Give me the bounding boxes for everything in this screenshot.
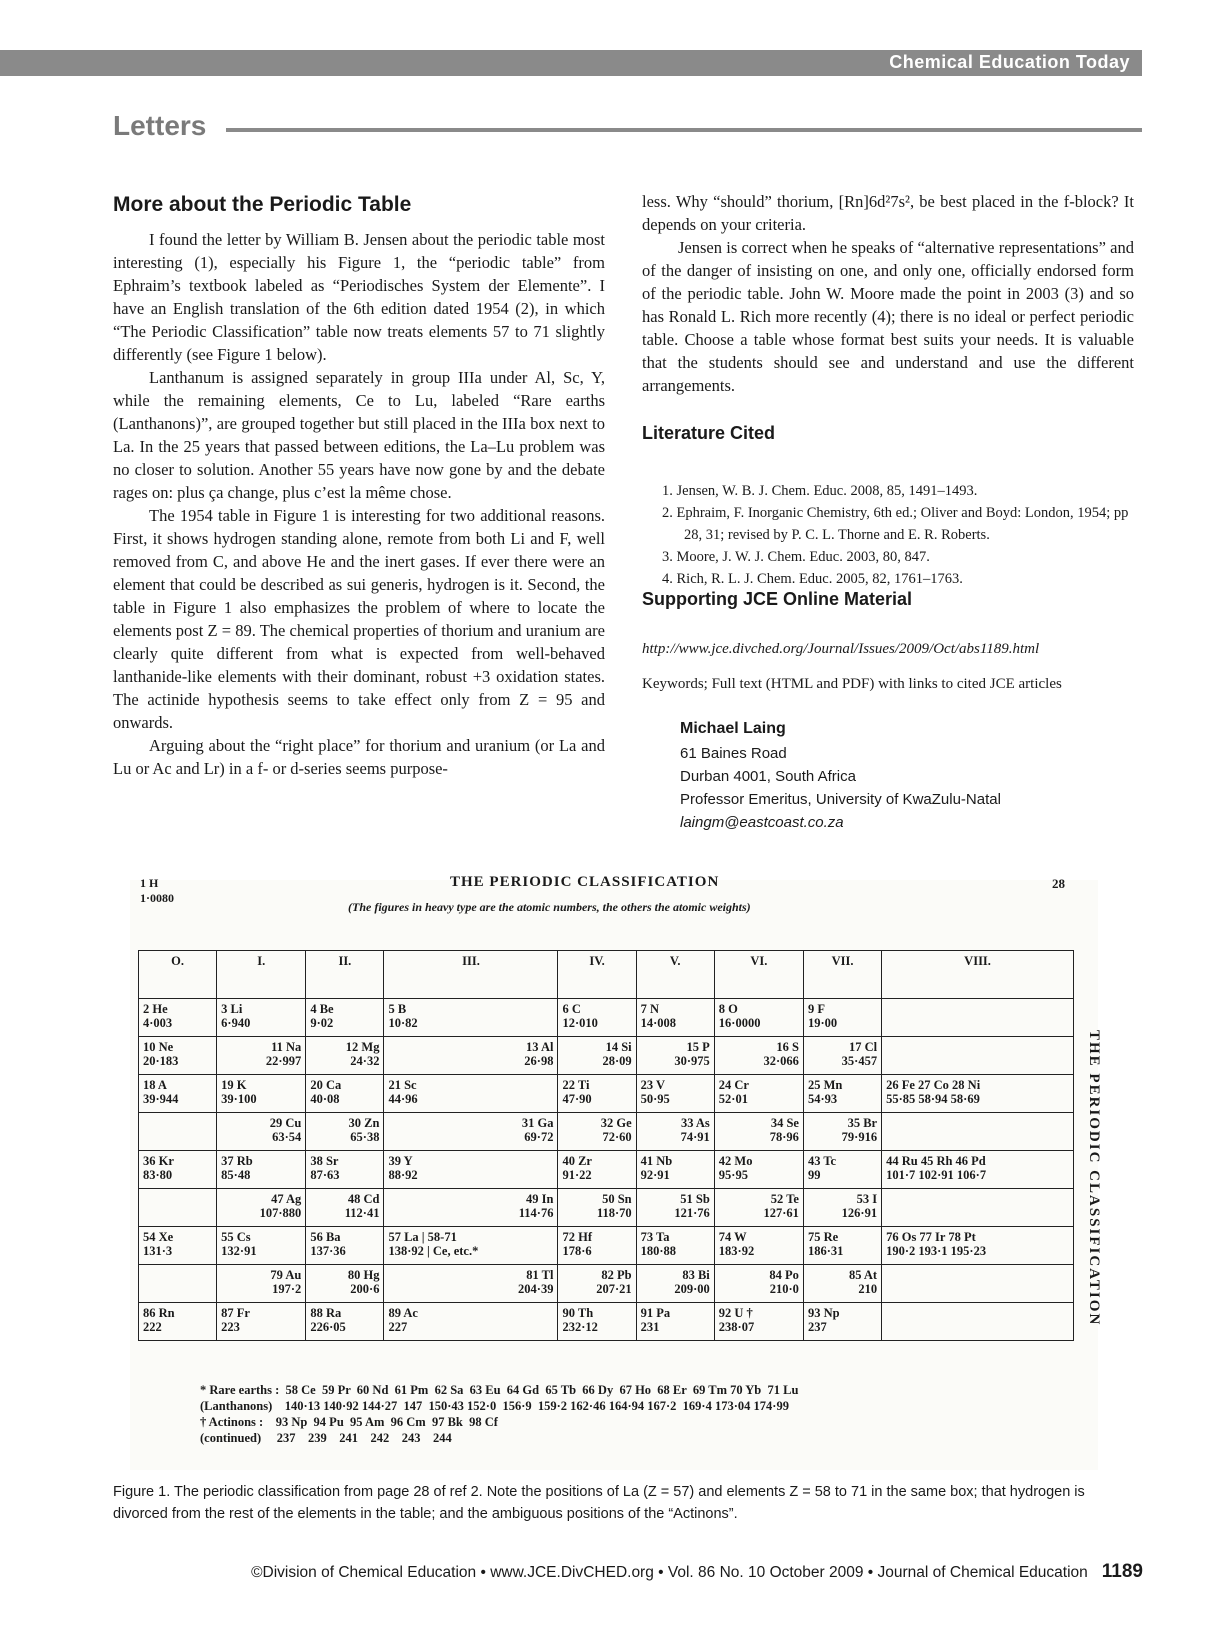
table-row xyxy=(139,1151,1074,1189)
element-cell: 22 Ti 47·90 xyxy=(558,1075,636,1113)
author-line: Professor Emeritus, University of KwaZulu-Natal xyxy=(680,791,1001,808)
element-cell: 14 Si 28·09 xyxy=(558,1037,636,1075)
left-column xyxy=(113,228,605,780)
element-cell: 35 Br 79·916 xyxy=(803,1113,881,1151)
author-name: Michael Laing xyxy=(680,720,786,737)
keywords: Keywords; Full text (HTML and PDF) with links to cited JCE articles xyxy=(642,676,1062,692)
author-line: Durban 4001, South Africa xyxy=(680,768,856,785)
element-cell: 57 La | 58-71 138·92 | Ce, etc.* xyxy=(384,1227,558,1265)
element-cell: 20 Ca 40·08 xyxy=(306,1075,384,1113)
right-column xyxy=(642,190,1134,397)
element-cell: 16 S 32·066 xyxy=(714,1037,803,1075)
element-cell: 34 Se 78·96 xyxy=(714,1113,803,1151)
element-cell: 53 I 126·91 xyxy=(803,1189,881,1227)
paragraph: I found the letter by William B. Jensen about the periodic table most interesting (1), especially his Figure 1, the “periodic table” from Ephraim’s textbook labeled as “Periodisches System der Elemente”. I have an English translation of the 6th edition dated 1954 (2), in which “The Periodic Classification” table now treats elements 57 to 71 slightly differently (see Figure 1 below). xyxy=(113,230,605,364)
reference-item: 2. Ephraim, F. Inorganic Chemistry, 6th ed.; Oliver and Boyd: London, 1954; pp 28, 31; revised by P. C. L. Thorne and E. R. Roberts. xyxy=(662,505,1129,543)
group-header: VII. xyxy=(803,951,881,999)
element-cell: 19 K 39·100 xyxy=(217,1075,306,1113)
element-cell: 23 V 50·95 xyxy=(636,1075,714,1113)
element-cell: 54 Xe 131·3 xyxy=(139,1227,217,1265)
element-cell: 51 Sb 121·76 xyxy=(636,1189,714,1227)
section-title: Letters xyxy=(113,110,207,141)
supporting-url[interactable]: http://www.jce.divched.org/Journal/Issues/2009/Oct/abs1189.html xyxy=(642,641,1040,657)
table-row xyxy=(139,1303,1074,1341)
element-cell: 48 Cd 112·41 xyxy=(306,1189,384,1227)
element-cell: 84 Po 210·0 xyxy=(714,1265,803,1303)
element-cell: 7 N 14·008 xyxy=(636,999,714,1037)
author-block xyxy=(680,717,1001,834)
element-cell: 9 F 19·00 xyxy=(803,999,881,1037)
page-footer xyxy=(113,1561,1143,1583)
reference-item: 4. Rich, R. L. J. Chem. Educ. 2005, 82, 1761–1763. xyxy=(662,571,963,587)
paragraph: Arguing about the “right place” for thorium and uranium (or La and Lu or Ac and Lr) in a f- or d-series seems purpose- xyxy=(113,736,605,778)
element-cell: 41 Nb 92·91 xyxy=(636,1151,714,1189)
element-cell: 39 Y 88·92 xyxy=(384,1151,558,1189)
element-cell: 91 Pa 231 xyxy=(636,1303,714,1341)
element-cell: 89 Ac 227 xyxy=(384,1303,558,1341)
table-row xyxy=(139,1075,1074,1113)
reference-list xyxy=(662,480,1134,590)
element-cell: 8 O 16·0000 xyxy=(714,999,803,1037)
element-cell xyxy=(882,1265,1074,1303)
group-header: I. xyxy=(217,951,306,999)
reference-item: 1. Jensen, W. B. J. Chem. Educ. 2008, 85, 1491–1493. xyxy=(662,483,978,499)
element-cell: 40 Zr 91·22 xyxy=(558,1151,636,1189)
element-cell: 24 Cr 52·01 xyxy=(714,1075,803,1113)
group-header: O. xyxy=(139,951,217,999)
element-cell: 10 Ne 20·183 xyxy=(139,1037,217,1075)
element-cell: 82 Pb 207·21 xyxy=(558,1265,636,1303)
table-row xyxy=(139,1113,1074,1151)
element-cell: 3 Li 6·940 xyxy=(217,999,306,1037)
table-row xyxy=(139,1189,1074,1227)
group-header: V. xyxy=(636,951,714,999)
element-cell: 74 W 183·92 xyxy=(714,1227,803,1265)
element-cell: 83 Bi 209·00 xyxy=(636,1265,714,1303)
table-row xyxy=(139,1037,1074,1075)
table-row xyxy=(139,999,1074,1037)
figure-caption: Figure 1. The periodic classification from page 28 of ref 2. Note the positions of La (Z = 57) and elements Z = 58 to 71 in the same box; that hydrogen is divorced from the rest of the elements in the table; and the ambiguous positions of the “Actinons”. xyxy=(113,1484,1085,1522)
element-cell: 42 Mo 95·95 xyxy=(714,1151,803,1189)
element-cell: 93 Np 237 xyxy=(803,1303,881,1341)
element-cell: 87 Fr 223 xyxy=(217,1303,306,1341)
element-cell: 76 Os 77 Ir 78 Pt 190·2 193·1 195·23 xyxy=(882,1227,1074,1265)
paragraph: Jensen is correct when he speaks of “alternative representations” and of the danger of insisting on one, and only one, officially endorsed form of the periodic table. John W. Moore made the point in 2003 (3) and so has Ronald L. Rich more recently (4); there is no ideal or perfect periodic table. Choose a table whose format best suits your needs. It is valuable that the students should see and understand and use the different arrangements. xyxy=(642,238,1134,395)
element-cell: 29 Cu 63·54 xyxy=(217,1113,306,1151)
supporting-heading: Supporting JCE Online Material xyxy=(642,589,913,609)
figure-periodic-table xyxy=(130,874,1102,1470)
element-cell: 17 Cl 35·457 xyxy=(803,1037,881,1075)
element-cell xyxy=(882,999,1074,1037)
article-title: More about the Periodic Table xyxy=(113,193,412,216)
paragraph: Lanthanum is assigned separately in group IIIa under Al, Sc, Y, while the remaining elements, Ce to Lu, labeled “Rare earths (Lanthanons)”, are grouped together but still placed in the IIIa box next to La. In the 25 years that passed between editions, the La–Lu problem was no closer to solution. Another 55 years have now gone by and the debate rages on: plus ça change, plus c’est la même chose. xyxy=(113,368,605,502)
element-cell: 55 Cs 132·91 xyxy=(217,1227,306,1265)
element-cell: 6 C 12·010 xyxy=(558,999,636,1037)
hydrogen-cell: 1 H 1·0080 xyxy=(140,876,175,905)
journal-band-label: Chemical Education Today xyxy=(889,52,1130,72)
group-header: III. xyxy=(384,951,558,999)
element-cell: 5 B 10·82 xyxy=(384,999,558,1037)
element-cell xyxy=(882,1189,1074,1227)
element-cell: 79 Au 197·2 xyxy=(217,1265,306,1303)
group-header: II. xyxy=(306,951,384,999)
element-cell: 52 Te 127·61 xyxy=(714,1189,803,1227)
element-cell xyxy=(882,1303,1074,1341)
element-cell: 21 Sc 44·96 xyxy=(384,1075,558,1113)
element-cell: 86 Rn 222 xyxy=(139,1303,217,1341)
element-cell: 43 Tc 99 xyxy=(803,1151,881,1189)
paragraph: less. Why “should” thorium, [Rn]6d²7s², be best placed in the f-block? It depends on your criteria. xyxy=(642,192,1134,234)
figure-page-number: 28 xyxy=(1052,876,1065,891)
reference-item: 3. Moore, J. W. J. Chem. Educ. 2003, 80, 847. xyxy=(662,549,930,565)
element-cell: 18 A 39·944 xyxy=(139,1075,217,1113)
element-cell xyxy=(139,1189,217,1227)
element-cell: 11 Na 22·997 xyxy=(217,1037,306,1075)
section-rule xyxy=(226,128,1142,132)
periodic-grid xyxy=(138,950,1074,1341)
element-cell xyxy=(139,1113,217,1151)
element-cell: 75 Re 186·31 xyxy=(803,1227,881,1265)
element-cell: 90 Th 232·12 xyxy=(558,1303,636,1341)
footer-text: ©Division of Chemical Education • www.JCE.DivCHED.org • Vol. 86 No. 10 October 2009 • Journal of Chemical Education xyxy=(251,1564,1088,1581)
figure-title: THE PERIODIC CLASSIFICATION xyxy=(450,874,720,890)
figure-side-title: THE PERIODIC CLASSIFICATION xyxy=(1086,1030,1102,1327)
element-cell: 80 Hg 200·6 xyxy=(306,1265,384,1303)
group-header: VIII. xyxy=(882,951,1074,999)
group-header: VI. xyxy=(714,951,803,999)
element-cell: 47 Ag 107·880 xyxy=(217,1189,306,1227)
element-cell: 81 Tl 204·39 xyxy=(384,1265,558,1303)
element-cell: 12 Mg 24·32 xyxy=(306,1037,384,1075)
element-cell: 26 Fe 27 Co 28 Ni 55·85 58·94 58·69 xyxy=(882,1075,1074,1113)
element-cell: 2 He 4·003 xyxy=(139,999,217,1037)
element-cell: 92 U † 238·07 xyxy=(714,1303,803,1341)
element-cell: 15 P 30·975 xyxy=(636,1037,714,1075)
element-cell: 72 Hf 178·6 xyxy=(558,1227,636,1265)
element-cell xyxy=(139,1265,217,1303)
element-cell: 25 Mn 54·93 xyxy=(803,1075,881,1113)
element-cell: 33 As 74·91 xyxy=(636,1113,714,1151)
group-header: IV. xyxy=(558,951,636,999)
element-cell: 13 Al 26·98 xyxy=(384,1037,558,1075)
element-cell: 50 Sn 118·70 xyxy=(558,1189,636,1227)
element-cell: 37 Rb 85·48 xyxy=(217,1151,306,1189)
element-cell: 4 Be 9·02 xyxy=(306,999,384,1037)
element-cell: 36 Kr 83·80 xyxy=(139,1151,217,1189)
element-cell: 31 Ga 69·72 xyxy=(384,1113,558,1151)
element-cell: 49 In 114·76 xyxy=(384,1189,558,1227)
author-email[interactable]: laingm@eastcoast.co.za xyxy=(680,814,844,831)
element-cell: 38 Sr 87·63 xyxy=(306,1151,384,1189)
figure-subtitle: (The figures in heavy type are the atomic numbers, the others the atomic weights) xyxy=(348,900,751,914)
element-cell: 44 Ru 45 Rh 46 Pd 101·7 102·91 106·7 xyxy=(882,1151,1074,1189)
table-row xyxy=(139,1265,1074,1303)
element-cell: 32 Ge 72·60 xyxy=(558,1113,636,1151)
element-cell xyxy=(882,1037,1074,1075)
paragraph: The 1954 table in Figure 1 is interesting for two additional reasons. First, it shows hydrogen standing alone, remote from both Li and F, well removed from C, and above He and the inert gases. If ever there were an element that could be described as sui generis, hydrogen is it. Second, the table in Figure 1 also emphasizes the problem of where to locate the elements post Z = 89. The chemical properties of thorium and uranium are clearly quite different from what is expected from well-behaved lanthanide-like elements with their dominant, robust +3 oxidation states. The actinide hypothesis seems to take effect only from Z = 95 and onwards. xyxy=(113,506,605,732)
literature-heading: Literature Cited xyxy=(642,423,776,443)
element-cell: 88 Ra 226·05 xyxy=(306,1303,384,1341)
element-cell xyxy=(882,1113,1074,1151)
element-cell: 85 At 210 xyxy=(803,1265,881,1303)
table-row xyxy=(139,1227,1074,1265)
element-cell: 73 Ta 180·88 xyxy=(636,1227,714,1265)
author-line: 61 Baines Road xyxy=(680,745,787,762)
rare-earths-legend: * Rare earths : 58 Ce 59 Pr 60 Nd 61 Pm 62 Sa 63 Eu 64 Gd 65 Tb 66 Dy 67 Ho 68 Er 69 Tm 70 Yb 71 Lu (Lanthanons) 140·13 140·92 144·27 147 150·43 152·0 156·9 159·2 162·46 164·94 167·2 169·4 173·04 174·99 † Actinons : 93 Np 94 Pu 95 Am 96 Cm 97 Bk 98 Cf (continued) 237 239 241 242 243 244 xyxy=(200,1383,799,1445)
journal-header-band xyxy=(0,50,1142,76)
page-number: 1189 xyxy=(1101,1561,1143,1582)
element-cell: 56 Ba 137·36 xyxy=(306,1227,384,1265)
element-cell: 30 Zn 65·38 xyxy=(306,1113,384,1151)
